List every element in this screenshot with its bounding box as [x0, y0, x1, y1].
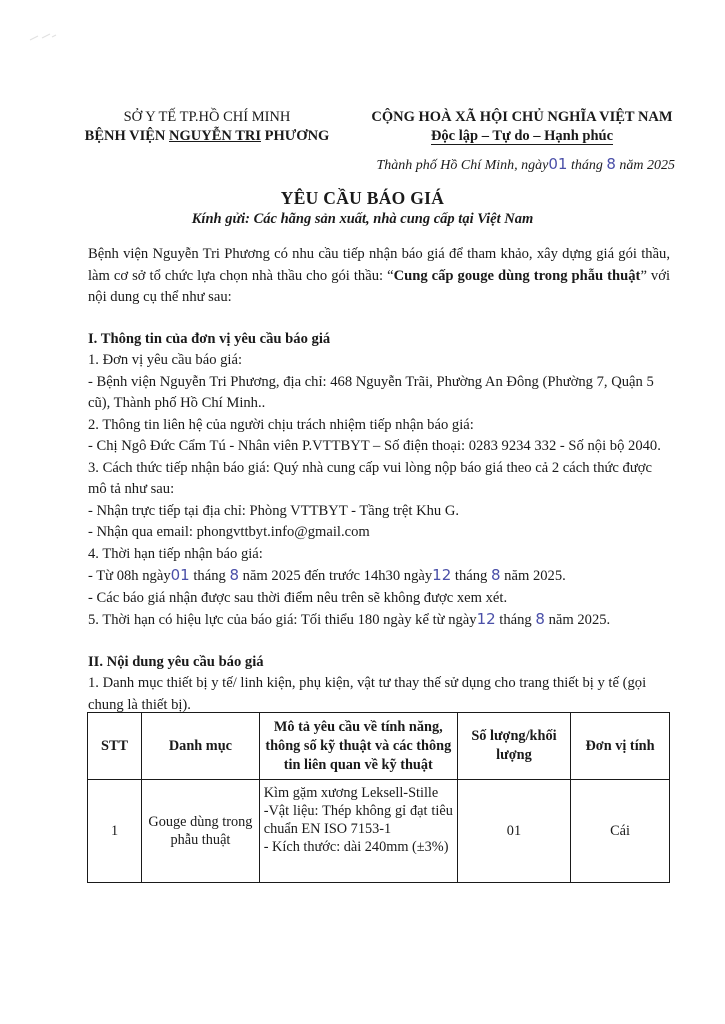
spec-line: - Kích thước: dài 240mm (±3%) [263, 839, 449, 855]
handwritten-month: 8 [535, 610, 545, 628]
handwritten-day: 01 [170, 566, 190, 584]
s1-line-7: - Nhận qua email: phongvttbyt.info@gmail.com [88, 524, 370, 540]
col-header-item: Danh mục [142, 713, 260, 780]
document-title: YÊU CẦU BÁO GIÁ [280, 188, 445, 208]
spec-line: -Vật liệu: Thép không gỉ đạt tiêu chuẩn EN ISO 7153-1 [263, 803, 453, 837]
s1-line-4: - Chị Ngô Đức Cẩm Tú - Nhân viên P.VTTBYT – Số điện thoại: 0283 9234 332 - Số nội bộ 2040. [88, 438, 661, 454]
cell-item-name: Gouge dùng trong phẫu thuật [142, 780, 260, 883]
scan-speck-mark [28, 32, 58, 42]
s1-line-11: 5. Thời hạn có hiệu lực của báo giá: Tối thiểu 180 ngày kể từ ngày12 tháng 8 năm 2025. [88, 610, 611, 628]
hospital-name: BỆNH VIỆN NGUYỄN TRI PHƯƠNG [84, 128, 330, 144]
cell-spec [259, 780, 457, 883]
date-line: Thành phố Hồ Chí Minh, ngày01 tháng 8 năm 2025 [376, 155, 675, 173]
document-addressee: Kính gửi: Các hãng sản xuất, nhà cung cấp tại Việt Nam [191, 211, 534, 227]
col-header-spec: Mô tả yêu cầu về tính năng, thông số kỹ thuật và các thông tin liên quan về kỹ thuật [259, 713, 457, 780]
cell-unit: Cái [571, 780, 670, 883]
header-left [72, 108, 342, 146]
header-right [352, 108, 692, 146]
table-row [88, 780, 670, 883]
s1-line-5: 3. Cách thức tiếp nhận báo giá: Quý nhà cung cấp vui lòng nộp báo giá theo cả 2 cách thức được mô tả như sau: [88, 459, 652, 497]
col-header-stt: STT [88, 713, 142, 780]
spec-line: Kìm gặm xương Leksell-Stille [263, 785, 439, 801]
handwritten-month: 8 [606, 155, 616, 173]
s1-line-9: - Từ 08h ngày01 tháng 8 năm 2025 đến trước 14h30 ngày12 tháng 8 năm 2025. [88, 566, 566, 584]
cell-quantity: 01 [457, 780, 570, 883]
col-header-unit: Đơn vị tính [571, 713, 670, 780]
package-name: Cung cấp gouge dùng trong phẫu thuật [393, 267, 641, 284]
s1-line-2: - Bệnh viện Nguyễn Tri Phương, địa chỉ: 468 Nguyễn Trãi, Phường An Đông (Phường 7, Quận 5 cũ), Thành phố Hồ Chí Minh.. [88, 373, 654, 411]
section-2-heading: II. Nội dung yêu cầu báo giá [88, 653, 264, 670]
handwritten-month: 8 [229, 566, 239, 584]
equipment-table [87, 712, 670, 883]
cell-stt: 1 [88, 780, 142, 883]
table-header-row [88, 713, 670, 780]
s1-line-1: 1. Đơn vị yêu cầu báo giá: [88, 352, 243, 368]
s1-line-6: - Nhận trực tiếp tại địa chỉ: Phòng VTTBYT - Tầng trệt Khu G. [88, 502, 460, 519]
document-body [88, 244, 670, 716]
department-name: SỞ Y TẾ TP.HỒ CHÍ MINH [123, 109, 291, 125]
national-motto: Độc lập – Tự do – Hạnh phúc [430, 128, 614, 144]
s1-line-8: 4. Thời hạn tiếp nhận báo giá: [88, 545, 263, 562]
intro-paragraph: Bệnh viện Nguyễn Tri Phương có nhu cầu tiếp nhận báo giá để tham khảo, xây dựng giá gói thầu, làm cơ sở tổ chức lựa chọn nhà thầu cho gói thầu: “Cung cấp gouge dùng trong phẫu thuật” với nội dung cụ thể như sau: [88, 246, 670, 305]
col-header-quantity: Số lượng/khối lượng [457, 713, 570, 780]
s1-line-3: 2. Thông tin liên hệ của người chịu trách nhiệm tiếp nhận báo giá: [88, 416, 474, 433]
handwritten-day: 01 [548, 155, 568, 173]
handwritten-day: 12 [476, 610, 496, 628]
section-1-heading: I. Thông tin của đơn vị yêu cầu báo giá [88, 330, 331, 347]
handwritten-day: 12 [432, 566, 452, 584]
s1-line-10: - Các báo giá nhận được sau thời điểm nêu trên sẽ không được xem xét. [88, 589, 508, 606]
s2-line-1: 1. Danh mục thiết bị y tế/ linh kiện, phụ kiện, vật tư thay thế sử dụng cho trang thiết bị y tế (gọi chung là thiết bị). [88, 675, 647, 713]
country-name: CỘNG HOÀ XÃ HỘI CHỦ NGHĨA VIỆT NAM [371, 109, 673, 125]
handwritten-month: 8 [490, 566, 501, 584]
